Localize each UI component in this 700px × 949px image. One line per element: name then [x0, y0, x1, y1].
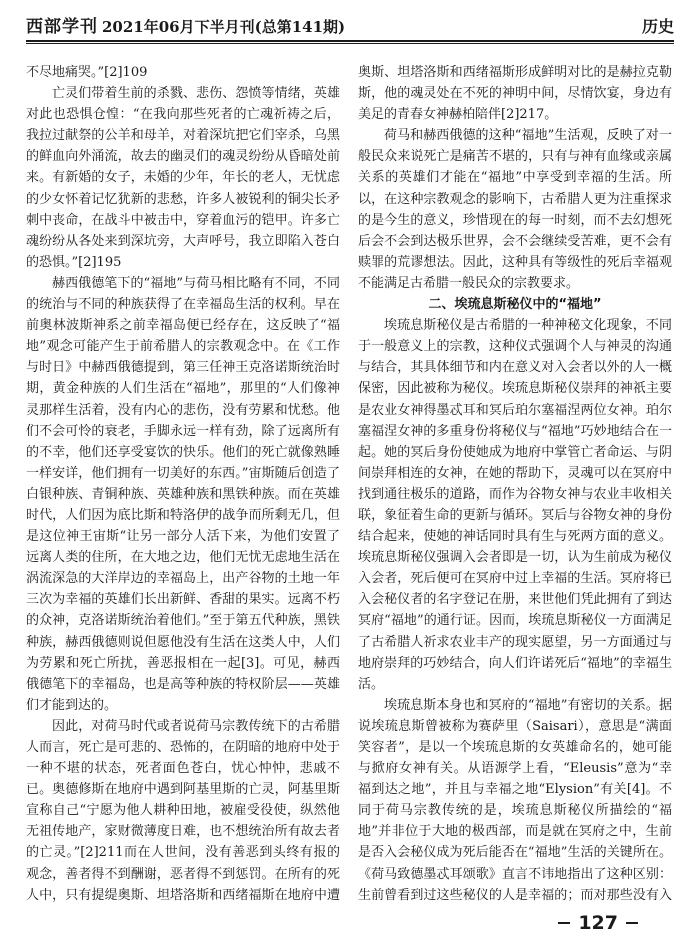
left-column [26, 62, 340, 907]
paragraph: 赫西俄德笔下的“福地”与荷马相比略有不同，不同的统治与不同的种族获得了在幸福岛生活的权利。早在前奥林波斯神系之前幸福岛便已经存在，这反映了“福地”观念可能产生于前希腊人的宗教观念中。在《工作与时日》中赫西俄德提到，第三任神王克洛诺斯统治时期，黄金种族的人们生活在“福地”，那里的“人们像神灵那样生活着，没有内心的悲伤，没有劳累和忧愁。他们不会可怜的衰老，手脚永远一样有劲，除了远离所有的不幸，他们还享受宴饮的快乐。他们的死亡就像熟睡一样安详，他们拥有一切美好的东西。”宙斯随后创造了白银种族、青铜种族、英雄种族和黑铁种族。而在英雄时代，人们因为底比斯和特洛伊的战争而所剩无几，但是这位神王宙斯“让另一部分人活下来，为他们安置了远离人类的住所，在大地之边，他们无忧无虑地生活在涡流深急的大洋岸边的幸福岛上，出产谷物的土地一年三次为幸福的英雄们长出新鲜、香甜的果实。远离不朽的众神，克洛诺斯统治着他们。”至于第五代种族，黑铁种族，赫西俄德则说但愿他没有生活在这类人中，人们为劳累和死亡所扰，善恶报相在一起[3]。可见，赫西俄德笔下的幸福岛，也是高等种族的特权阶层——英雄们才能到达的。 [26, 275, 340, 713]
page-number: 127 [578, 912, 618, 934]
right-column [358, 62, 672, 907]
paragraph: 不尽地痛哭。”[2]109 [26, 65, 148, 80]
paragraph: 埃琉息斯本身也和冥府的“福地”有密切的关系。据说埃琉息斯曾被称为赛萨里（Saisari），意思是“满面笑容者”，是以一个埃琉息斯的女英雄命名的，她可能与掀府女神有关。从语源学上看，“Eleusis”意为“幸福到达之地”，并且与幸福之地“Elysion”有关[4]。不同于荷马宗教传统的是，埃琉息斯秘仪所描绘的“福地”并非位于大地的极西部，而是就在冥府之中，生前是否入会秘仪成为死后能否在“福地”生活的关键所在。《荷马致德墨忒耳颂歌》直言不讳地指出了这种区别：生前曾看到过这些秘仪的人是幸福的；而对那些没有入 [358, 697, 672, 903]
journal-name: 西部学刊 [26, 17, 98, 37]
header-rule [26, 43, 674, 44]
section-category: 历史 [641, 17, 674, 36]
header-left [26, 12, 345, 40]
issue-info: 2021年06月下半月刊(总第141期) [102, 18, 346, 36]
paragraph: 亡灵们带着生前的杀戮、悲伤、怨愤等情绪，英雄对此也恐惧仓惶：“在我向那些死者的亡魂祈祷之后，我拉过献祭的公羊和母羊，对着深坑把它们宰杀，乌黑的鲜血向外涌流，故去的幽灵们的魂灵纷纷从昏暗处前来。有新婚的女子，未婚的少年，年长的老人，无忧虑的少女怀着记忆犹新的悲愁，许多人被锐利的铜尖长矛刺中丧命，在战斗中被击中，穿着血污的铠甲。许多亡魂纷纷从各处来到深坑旁，大声呼号，我立即陷入苍白的恐惧。”[2]195 [26, 86, 340, 270]
section-title: 二、埃琉息斯秘仪中的“福地” [428, 297, 602, 313]
footer-dash-right [626, 922, 638, 924]
paragraph: 荷马和赫西俄德的这种“福地”生活观，反映了对一般民众来说死亡是痛苦不堪的，只有与神有血缘或亲属关系的英雄们才能在“福地”中享受到幸福的生活。所以，在这种宗教观念的影响下，古希腊人更为注重探求的是今生的意义，珍惜现在的每一时刻，而不去幻想死后会不会到达极乐世界，会不会继续受苦难，更不会有赎罪的荒谬想法。因此，这种具有等级性的死后幸福观不能满足古希腊一般民众的宗教要求。 [358, 128, 672, 291]
paragraph: 奥斯、坦塔洛斯和西绪福斯形成鲜明对比的是赫拉克勒斯，他的魂灵处在不死的神明中间，尽情饮宴，身边有美足的青春女神赫柏陪伴[2]217。 [358, 65, 672, 123]
footer-dash-left [558, 922, 570, 924]
page-footer [558, 912, 638, 934]
paragraph: 埃琉息斯秘仪是古希腊的一种神秘文化现象，不同于一般意义上的宗教，这种仪式强调个人与神灵的沟通与结合，其具体细节和内在意义对入会者以外的人一概保密，因此被称为秘仪。埃琉息斯秘仪崇拜的神祇主要是农业女神得墨忒耳和冥后珀尔塞福涅两位女神。珀尔塞福涅女神的多重身份将秘仪与“福地”巧妙地结合在一起。她的冥后身份使她成为地府中掌管亡者命运、与阴间崇拜相连的女神，在她的帮助下，灵魂可以在冥府中找到通往极乐的道路，而作为谷物女神与农业丰收相关联，象征着生命的更新与循环。冥后与谷物女神的身份结合起来，使她的神话同时具有生与死两方面的意义。埃琉息斯秘仪强调入会者即是一切，认为生前成为秘仪入会者，死后便可在冥府中过上幸福的生活。冥府将已入会秘仪者的名字登记在册，来世他们凭此拥有了到达冥府“福地”的通行证。因而，埃琉息斯秘仪一方面满足了古希腊人祈求农业丰产的现实愿望，另一方面通过与地府崇拜的巧妙结合，向人们许诺死后“福地”的幸福生活。 [358, 318, 672, 692]
paragraph: 因此，对荷马时代或者说荷马宗教传统下的古希腊人而言，死亡是可悲的、恐怖的，在阴暗的地府中处于一种不堪的状态，死者面色苍白，忧心忡忡，悲戚不已。奥德修斯在地府中遇到阿基里斯的亡灵，阿基里斯宣称自己“宁愿为他人耕种田地，被雇受役使，纵然他无祖传地产，家财微薄度日难，也不想统治所有故去者的亡灵。”[2]211而在人世间，没有善恶到头终有报的观念，善者得不到酬谢，恶者得不到惩罚。在所有的死人中，只有提缇奥斯、坦塔洛斯和西绪福斯在地府中遭 [26, 718, 340, 903]
page-header [26, 10, 674, 42]
